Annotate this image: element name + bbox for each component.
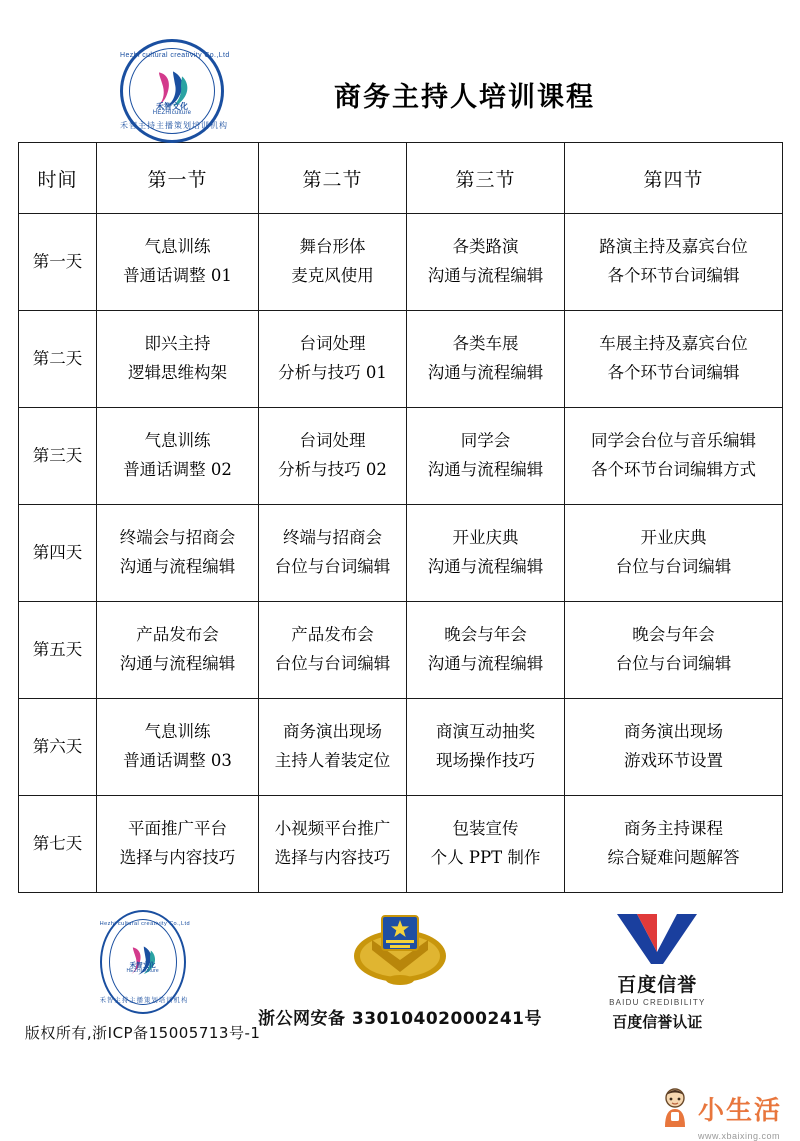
cell-line: 即兴主持: [144, 334, 211, 354]
table-cell-day: 第三天: [19, 408, 97, 505]
cell-line: 游戏环节设置: [624, 751, 723, 770]
company-seal-logo-small: [99, 910, 190, 1014]
cell-line: 台位与台词编辑: [274, 557, 391, 576]
cell-line: 主持人着装定位: [274, 751, 391, 770]
cell-line: 商务演出现场: [283, 722, 382, 742]
table-row: [19, 408, 783, 505]
table-cell-session-4: [565, 699, 783, 796]
cell-line: 商务主持课程: [624, 819, 723, 839]
badge-icp: [18, 910, 268, 1043]
table-cell-session-4: [565, 408, 783, 505]
watermark-text: 小生活: [697, 1095, 782, 1126]
table-cell-day: 第四天: [19, 505, 97, 602]
badge-baidu-credibility: [532, 910, 782, 1032]
cell-line: 舞台形体: [299, 237, 366, 257]
table-row: [19, 214, 783, 311]
table-cell-day: 第六天: [19, 699, 97, 796]
seal-bottom-text: 禾智主持主播策划培训机构: [99, 997, 189, 1004]
cell-line: 包装宣传: [452, 819, 519, 839]
cell-line: 台位与台词编辑: [615, 654, 732, 673]
table-row: [19, 699, 783, 796]
table-cell-session-3: [407, 505, 565, 602]
cell-line: 普通话调整 02: [123, 460, 232, 479]
cell-line: 台词处理: [299, 431, 366, 451]
cell-line: 各类路演: [452, 237, 519, 257]
table-cell-session-2: [259, 214, 407, 311]
baidu-certification-caption: 百度信誉认证: [612, 1014, 703, 1031]
table-cell-session-2: [259, 602, 407, 699]
cell-line: 现场操作技巧: [436, 751, 535, 770]
table-cell-session-1: [97, 214, 259, 311]
seal-company-name-en: HEZHIculture: [152, 110, 192, 116]
cell-line: 沟通与流程编辑: [427, 460, 544, 479]
cell-line: 选择与内容技巧: [274, 848, 391, 867]
baidu-v-icon: [607, 910, 707, 968]
table-cell-session-2: [259, 408, 407, 505]
table-cell-session-2: [259, 699, 407, 796]
column-header-session-3: 第三节: [407, 143, 565, 214]
table-row: [19, 602, 783, 699]
cell-line: 各个环节台词编辑方式: [591, 460, 756, 479]
cell-line: 平面推广平台: [128, 819, 227, 839]
seal-company-name-en: HEZHIculture: [126, 968, 159, 974]
baidu-brand-name: 百度信誉: [617, 975, 698, 996]
cell-line: 沟通与流程编辑: [119, 654, 236, 673]
cell-line: 产品发布会: [136, 625, 219, 645]
cell-line: 同学会台位与音乐编辑: [591, 431, 756, 451]
seal-company-name-cn: 禾智文化: [129, 962, 156, 969]
icp-license-text: 版权所有,浙ICP备15005713号-1: [24, 1024, 261, 1042]
cell-line: 开业庆典: [640, 528, 707, 548]
cell-line: 台位与台词编辑: [615, 557, 732, 576]
cell-line: 气息训练: [144, 237, 211, 257]
table-cell-session-4: [565, 602, 783, 699]
table-cell-session-1: [97, 699, 259, 796]
table-cell-session-1: [97, 796, 259, 893]
cell-line: 台位与台词编辑: [274, 654, 391, 673]
table-header-row: [19, 143, 783, 214]
cell-line: 各个环节台词编辑: [607, 363, 740, 382]
cell-line: 沟通与流程编辑: [119, 557, 236, 576]
table-cell-session-1: [97, 311, 259, 408]
baidu-brand-name-en: BAIDU CREDIBILITY: [609, 998, 706, 1007]
cell-line: 商务演出现场: [624, 722, 723, 742]
site-watermark: [658, 1087, 782, 1141]
footer-badges: [0, 910, 800, 1070]
table-cell-session-1: [97, 602, 259, 699]
cell-line: 沟通与流程编辑: [427, 266, 544, 285]
table-cell-session-1: [97, 505, 259, 602]
cell-line: 各类车展: [452, 334, 519, 354]
table-cell-day: 第七天: [19, 796, 97, 893]
table-cell-session-3: [407, 214, 565, 311]
watermark-url: www.xbaixing.com: [697, 1131, 780, 1141]
cell-line: 晚会与年会: [444, 625, 527, 645]
cell-line: 沟通与流程编辑: [427, 654, 544, 673]
cell-line: 小视频平台推广: [274, 819, 391, 839]
cell-line: 气息训练: [144, 431, 211, 451]
watermark-mascot-icon: [658, 1087, 692, 1129]
page-title: 商务主持人培训课程: [334, 81, 595, 113]
column-header-time: 时间: [19, 143, 97, 214]
cell-line: 麦克风使用: [291, 266, 374, 285]
column-header-session-4: 第四节: [565, 143, 783, 214]
course-schedule-table: [18, 142, 783, 893]
table-cell-session-3: [407, 796, 565, 893]
table-cell-session-4: [565, 796, 783, 893]
cell-line: 商演互动抽奖: [436, 722, 535, 742]
seal-company-name-cn: 禾智文化: [156, 102, 188, 111]
company-seal-logo: [120, 39, 230, 143]
table-cell-day: 第一天: [19, 214, 97, 311]
table-cell-session-3: [407, 602, 565, 699]
cell-line: 气息训练: [144, 722, 211, 742]
table-cell-day: 第二天: [19, 311, 97, 408]
cell-line: 路演主持及嘉宾台位: [599, 237, 748, 257]
table-cell-session-1: [97, 408, 259, 505]
table-row: [19, 796, 783, 893]
table-cell-session-3: [407, 699, 565, 796]
cell-line: 晚会与年会: [632, 625, 715, 645]
cell-line: 普通话调整 03: [123, 751, 232, 770]
police-filing-text: 浙公网安备 33010402000241号: [257, 1009, 542, 1029]
cell-line: 选择与内容技巧: [119, 848, 236, 867]
cell-line: 分析与技巧 01: [278, 363, 387, 382]
cell-line: 综合疑难问题解答: [607, 848, 740, 867]
table-cell-session-3: [407, 311, 565, 408]
cell-line: 沟通与流程编辑: [427, 557, 544, 576]
table-row: [19, 505, 783, 602]
cell-line: 普通话调整 01: [123, 266, 232, 285]
cell-line: 各个环节台词编辑: [607, 266, 740, 285]
table-cell-session-4: [565, 311, 783, 408]
schedule-table-container: [18, 142, 782, 893]
cell-line: 产品发布会: [291, 625, 374, 645]
cell-line: 分析与技巧 02: [278, 460, 387, 479]
police-emblem-icon: [352, 910, 448, 996]
table-cell-session-4: [565, 214, 783, 311]
cell-line: 台词处理: [299, 334, 366, 354]
cell-line: 个人 PPT 制作: [430, 848, 541, 867]
badge-police-filing: [257, 910, 542, 1029]
cell-line: 同学会: [460, 431, 511, 451]
table-cell-session-2: [259, 796, 407, 893]
table-cell-session-3: [407, 408, 565, 505]
cell-line: 车展主持及嘉宾台位: [599, 334, 748, 354]
cell-line: 开业庆典: [452, 528, 519, 548]
seal-bottom-text: 禾智主持主播策划培训机构: [120, 121, 228, 130]
seal-top-text: Hezhi cultural creativity Co.,Ltd: [99, 921, 190, 927]
column-header-session-1: 第一节: [97, 143, 259, 214]
table-cell-session-2: [259, 311, 407, 408]
cell-line: 终端与招商会: [283, 528, 382, 548]
seal-top-text: Hezhi cultural creativity Co.,Ltd: [120, 52, 230, 59]
document-header: [0, 0, 800, 130]
column-header-session-2: 第二节: [259, 143, 407, 214]
cell-line: 终端会与招商会: [119, 528, 236, 548]
table-row: [19, 311, 783, 408]
cell-line: 沟通与流程编辑: [427, 363, 544, 382]
table-cell-session-4: [565, 505, 783, 602]
table-cell-session-2: [259, 505, 407, 602]
cell-line: 逻辑思维构架: [128, 363, 227, 382]
table-cell-day: 第五天: [19, 602, 97, 699]
